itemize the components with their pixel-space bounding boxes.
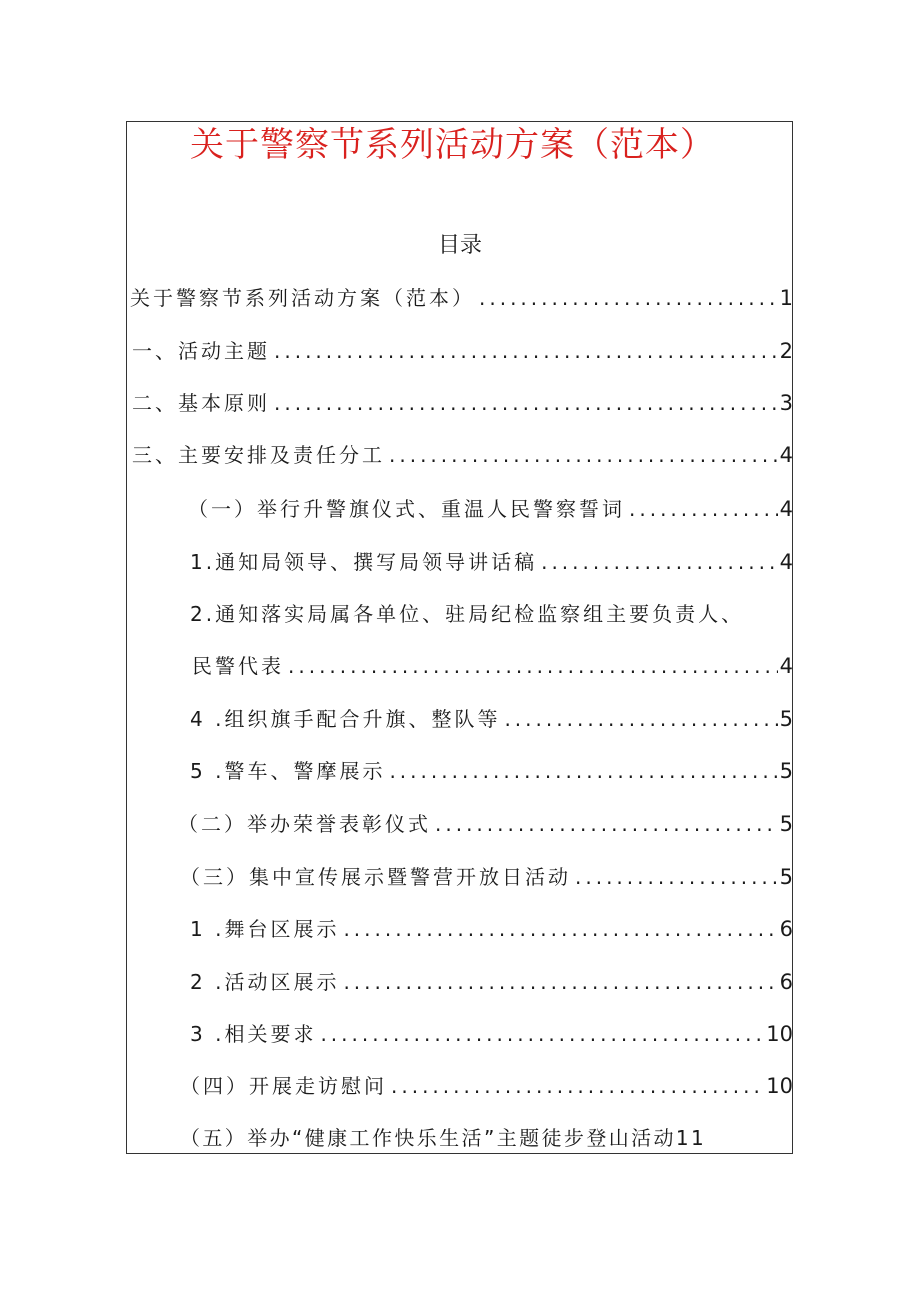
toc-entry-page: 4 (779, 550, 793, 574)
toc-entry-page: 3 (779, 391, 793, 415)
toc-entry-text: 1.通知局领导、撰写局领导讲话稿 (190, 550, 538, 574)
toc-leader-dots (343, 913, 777, 945)
document-title: 关于警察节系列活动方案（范本） (190, 125, 715, 165)
toc-entry-page: 6 (779, 917, 793, 941)
toc-leader-dots (274, 387, 778, 419)
toc-heading: 目录 (438, 233, 483, 258)
toc-leader-dots (504, 703, 777, 735)
toc-entry[interactable] (190, 913, 793, 945)
toc-entry-text: 4 .组织旗手配合升旗、整队等 (190, 707, 501, 731)
toc-leader-dots (343, 966, 777, 998)
toc-entry-text: （一）举行升警旗仪式、重温人民警察誓词 (188, 497, 625, 521)
toc-entry-page: 4 (779, 497, 793, 521)
toc-entry[interactable] (192, 650, 793, 682)
toc-entry[interactable] (132, 439, 793, 471)
toc-entry-page: 10 (766, 1074, 793, 1098)
toc-entry-page: 4 (779, 443, 793, 467)
toc-entry[interactable] (130, 282, 793, 314)
toc-leader-dots (274, 335, 778, 367)
toc-leader-dots (389, 755, 777, 787)
toc-entry-first-line[interactable]: 2.通知落实局属各单位、驻局纪检监察组主要负责人、 (190, 602, 745, 626)
toc-entry[interactable] (178, 808, 793, 840)
toc-entry[interactable] (190, 1018, 793, 1050)
toc-entry-page: 5 (779, 865, 793, 889)
toc-entry[interactable] (190, 966, 793, 998)
toc-entry-text: 一、活动主题 (132, 339, 270, 363)
toc-entry[interactable] (180, 861, 793, 893)
toc-entry-text: （四）开展走访慰问 (180, 1074, 387, 1098)
toc-entry-text: 关于警察节系列活动方案（范本） (130, 286, 475, 310)
toc-entry[interactable] (132, 335, 793, 367)
toc-leader-dots (320, 1018, 764, 1050)
toc-entry-page: 5 (779, 812, 793, 836)
toc-leader-dots (435, 808, 778, 840)
document-frame (126, 121, 793, 1154)
toc-entry[interactable] (132, 387, 793, 419)
toc-entry-text: （三）集中宣传展示暨警营开放日活动 (180, 865, 571, 889)
toc-entry-text: 二、基本原则 (132, 391, 270, 415)
toc-entry-page: 5 (779, 759, 793, 783)
toc-entry-page: 4 (779, 654, 793, 678)
toc-entry-text: 三、主要安排及责任分工 (132, 443, 385, 467)
toc-leader-dots (391, 1070, 764, 1102)
toc-entry-text: 3 .相关要求 (190, 1022, 317, 1046)
toc-entry-text: 1 .舞台区展示 (190, 917, 340, 941)
toc-entry-text: 2 .活动区展示 (190, 970, 340, 994)
toc-entry[interactable] (190, 703, 793, 735)
toc-entry[interactable] (190, 755, 793, 787)
toc-entry[interactable] (188, 493, 793, 525)
toc-entry[interactable] (180, 1070, 793, 1102)
toc-entry-last[interactable]: （五）举办“健康工作快乐生活”主题徒步登山活动11 (180, 1126, 707, 1150)
toc-leader-dots (541, 546, 778, 578)
toc-leader-dots (629, 493, 778, 525)
toc-entry-text: 民警代表 (192, 654, 284, 678)
toc-entry-text: （二）举办荣誉表彰仪式 (178, 812, 431, 836)
toc-leader-dots (575, 861, 778, 893)
toc-leader-dots (389, 439, 778, 471)
toc-entry-page: 5 (779, 707, 793, 731)
toc-leader-dots (288, 650, 778, 682)
toc-entry-text: 5 .警车、警摩展示 (190, 759, 386, 783)
toc-entry-page: 10 (766, 1022, 793, 1046)
toc-entry-page: 2 (779, 339, 793, 363)
toc-leader-dots (479, 282, 778, 314)
toc-entry-page: 1 (779, 286, 793, 310)
toc-entry-page: 6 (779, 970, 793, 994)
toc-entry[interactable] (190, 546, 793, 578)
